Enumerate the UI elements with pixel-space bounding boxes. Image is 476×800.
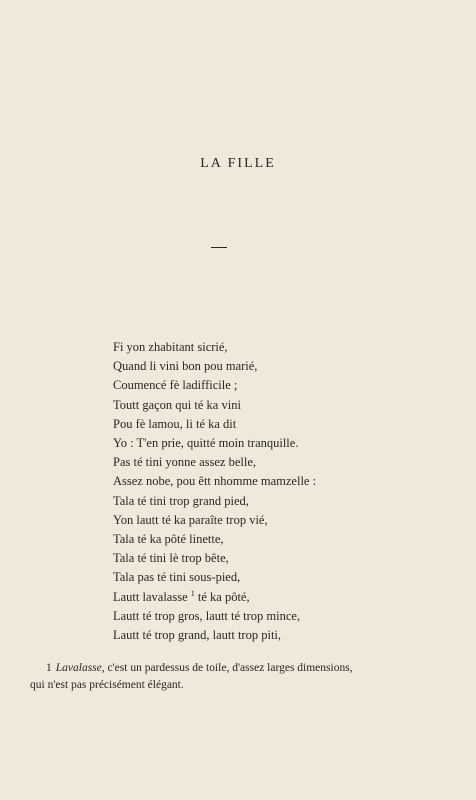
poem-line: Tala pas té tini sous-pied, xyxy=(113,570,241,585)
footnote-term: Lavalasse, xyxy=(55,662,105,674)
footnote xyxy=(30,660,450,694)
poem-line: Coumencé fè ladifficile ; xyxy=(113,378,238,393)
poem-line: Tala té ka pôté linette, xyxy=(113,532,224,547)
poem-line: Assez nobe, pou êtt nhomme mamzelle : xyxy=(113,474,317,489)
poem-line-text: té ka pôté, xyxy=(194,589,250,604)
footnote-line: qui n'est pas précisément élégant. xyxy=(30,679,184,691)
footnote-number: 1 xyxy=(46,662,52,674)
footnote-line xyxy=(30,660,450,677)
footnote-reference: 1 xyxy=(190,588,195,598)
poem-line: Tala té tini lè trop bête, xyxy=(113,551,229,566)
poem-line: Pou fè lamou, li té ka dit xyxy=(113,416,237,431)
poem-line: Tala té tini trop grand pied, xyxy=(113,493,249,508)
poem-line: Toutt gaçon qui té ka vini xyxy=(113,397,241,412)
poem-line: Fi yon zhabitant sicrié, xyxy=(113,340,228,354)
page-title: LA FILLE xyxy=(200,156,276,171)
footnote-text: c'est un pardessus de toile, d'assez larges dimensions, xyxy=(104,662,353,674)
poem-line: Yon lautt té ka paraîte trop vié, xyxy=(113,512,268,527)
poem-line: Lautt té trop grand, lautt trop piti, xyxy=(113,628,282,643)
poem-line: Yo : T'en prie, quitté moin tranquille. xyxy=(113,436,299,451)
poem-line: Pas té tini yonne assez belle, xyxy=(113,455,257,470)
poem xyxy=(113,338,433,645)
title-separator xyxy=(211,247,227,248)
poem-line xyxy=(113,588,433,607)
poem-line: Lautt té trop gros, lautt té trop mince, xyxy=(113,608,301,623)
poem-line: Quand li vini bon pou marié, xyxy=(113,359,258,374)
poem-line-text: Lautt lavalasse xyxy=(113,589,188,604)
